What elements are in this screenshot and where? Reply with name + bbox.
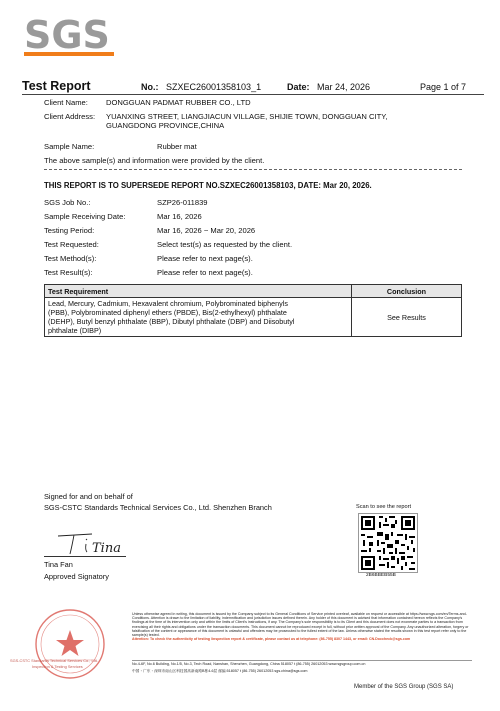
detail-label: Sample Receiving Date: (44, 212, 126, 221)
seal-line2: Inspection & Testing Services (32, 664, 83, 669)
detail-label: Test Requested: (44, 240, 99, 249)
detail-value: Please refer to next page(s). (157, 268, 253, 277)
client-address-label: Client Address: (44, 112, 96, 121)
table-header-row (45, 285, 462, 298)
detail-value: Mar 16, 2026 ~ Mar 20, 2026 (157, 226, 256, 235)
requirement-line: (DEHP), Butyl benzyl phthalate (BBP), Dibutyl phthalate (DBP) and Diisobutyl (48, 317, 295, 326)
table-row (45, 298, 462, 337)
signed-line1: Signed for and on behalf of (44, 492, 133, 501)
qr-code-id: 2B6BBEB55B (366, 573, 396, 578)
footer-disclaimer (132, 612, 472, 641)
sgs-logo-text: SGS (24, 13, 110, 57)
signatory-role: Approved Signatory (44, 572, 109, 581)
seal-line1: SGS-CSTC Standards Technical Services Co., Ltd. (10, 658, 98, 663)
requirement-line: phthalate (DIBP) (48, 326, 102, 335)
qr-caption: Scan to see the report (356, 504, 412, 510)
supersede-notice: THIS REPORT IS TO SUPERSEDE REPORT NO.SZXEC26001358103, DATE: Mar 20, 2026. (44, 181, 372, 190)
authenticity-notice: Attention: To check the authenticity of testing /inspection report & certificate, please contact us at telephone: (86-755) 8307 1443, or email: CN.Doccheck@sgs.com (132, 637, 411, 642)
detail-value: Select test(s) as requested by the client. (157, 240, 293, 249)
sample-name-value: Rubber mat (157, 142, 197, 151)
signature-mark (52, 528, 132, 558)
sample-provided-note: The above sample(s) and information were provided by the client. (44, 156, 265, 165)
sgs-logo (22, 10, 118, 66)
client-address-line2: GUANGDONG PROVINCE,CHINA (106, 121, 225, 130)
col-header-requirement: Test Requirement (45, 285, 352, 298)
footer-address-en: No.4-6F, No.6 Building, No.1/5, No.3, Tech Road, Nanshan, Shenzhen, Guangdong, China 518057 t (86-755) 26012053 www.sgsgroup.com.cn (132, 662, 366, 666)
report-date-label: Date: (287, 82, 310, 92)
seal-mark (30, 608, 126, 680)
handwritten-signature (52, 528, 132, 558)
client-name-label: Client Name: (44, 98, 88, 107)
signature-text: Tina (92, 541, 121, 556)
qr-code[interactable] (358, 513, 418, 573)
report-no-value: SZXEC26001358103_1 (166, 82, 262, 92)
detail-value: Please refer to next page(s). (157, 254, 253, 263)
sample-name-label: Sample Name: (44, 142, 95, 151)
requirement-line: (PBB), Polybrominated diphenyl ethers (PBDE), Bis(2-ethylhexyl) phthalate (48, 308, 287, 317)
disclaimer-text: Unless otherwise agreed in writing, this document is issued by the Company subject to its General Conditions of Service printed overleaf, available on request or accessible at https://www.sgs.com/en/Terms-and-Conditions. Attention is drawn to the limitation of liability, indemnification and jurisdiction issues defined therein. Any holder of this document is advised that information contained hereon reflects the Company's findings at the time of its intervention only and within the limits of Client's instructions, if any. The Company's sole responsibility is to its Client and this document does not exonerate parties to a transaction from exercising all their rights and obligations under the transaction documents. This document cannot be reproduced except in full, without prior written approval of the Company. Any unauthorized alteration, forgery or falsification of the content or appearance of this document is unlawful and offenders may be prosecuted to the fullest extent of the law. Unless otherwise stated the results shown in this test report refer only to the sample(s) tested. (132, 612, 469, 638)
detail-value: SZP26-011839 (157, 198, 208, 207)
official-seal (30, 608, 126, 680)
dashed-divider (44, 169, 462, 170)
header-rule (22, 94, 484, 95)
detail-label: Test Method(s): (44, 254, 97, 263)
detail-value: Mar 16, 2026 (157, 212, 202, 221)
test-requirement-table (44, 284, 462, 337)
footer-address-cn: 中国・广东・深圳市南山区科技园高新南路B栋4-6层 邮编:518057 t (86-755) 26012053 sgs.china@sgs.com (132, 669, 308, 673)
report-no-label: No.: (141, 82, 159, 92)
requirement-cell (45, 298, 352, 337)
conclusion-cell: See Results (352, 298, 462, 337)
requirement-line: Lead, Mercury, Cadmium, Hexavalent chromium, Polybrominated biphenyls (48, 299, 288, 308)
client-name-value: DONGGUAN PADMAT RUBBER CO., LTD (106, 98, 251, 107)
client-address-line1: YUANXING STREET, LIANGJIACUN VILLAGE, SHIJIE TOWN, DONGGUAN CITY, (106, 112, 388, 121)
signatory-name: Tina Fan (44, 560, 73, 569)
signed-line2: SGS-CSTC Standards Technical Services Co., Ltd. Shenzhen Branch (44, 503, 272, 512)
footer-rule (132, 660, 472, 661)
detail-label: Test Result(s): (44, 268, 93, 277)
detail-label: Testing Period: (44, 226, 95, 235)
report-date-value: Mar 24, 2026 (317, 82, 371, 92)
sgs-logo-mark (22, 10, 118, 66)
signature-line (44, 556, 126, 557)
page-number: Page 1 of 7 (420, 82, 467, 92)
col-header-conclusion: Conclusion (352, 285, 462, 298)
qr-code-icon (359, 514, 417, 572)
detail-label: SGS Job No.: (44, 198, 91, 207)
sgs-member-note: Member of the SGS Group (SGS SA) (354, 684, 454, 690)
report-title: Test Report (22, 79, 91, 93)
